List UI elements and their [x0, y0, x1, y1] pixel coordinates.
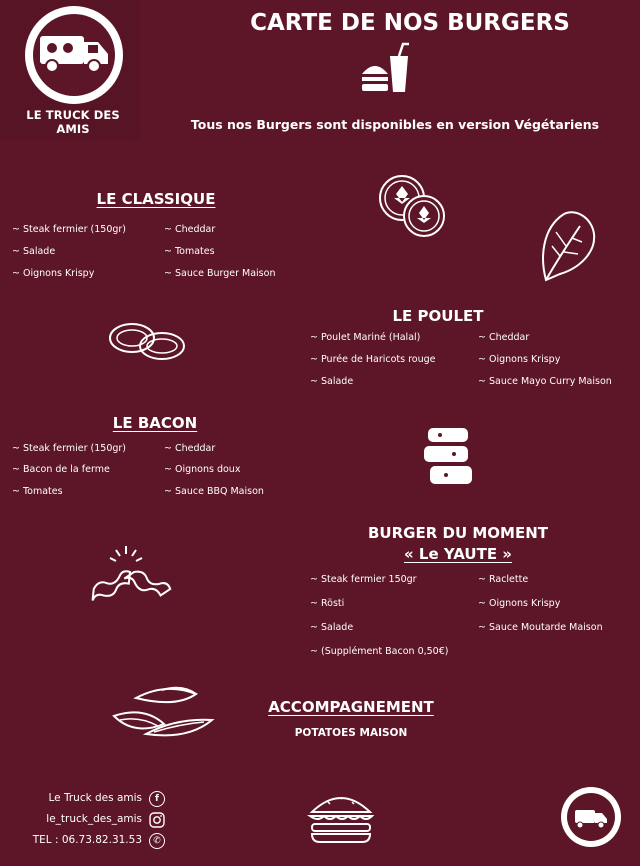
side-item: POTATOES MAISON: [294, 727, 408, 739]
vegetarian-note: Tous nos Burgers sont disponibles en version Végétariens: [190, 117, 600, 132]
brand-name: LE TRUCK DES AMIS: [26, 108, 120, 136]
facebook-icon[interactable]: f: [149, 791, 165, 807]
section-subtitle-yaute: « Le YAUTE »: [403, 545, 512, 563]
instagram-label: le_truck_des_amis: [46, 813, 142, 825]
section-title-poulet: LE POULET: [392, 307, 484, 325]
list-item: ~ Steak fermier (150gr): [12, 443, 126, 454]
section-title-classique: LE CLASSIQUE: [96, 190, 216, 208]
list-item: ~ Cheddar: [164, 224, 215, 235]
list-item: ~ Steak fermier 150gr: [310, 574, 417, 585]
list-item: ~ Bacon de la ferme: [12, 464, 110, 475]
section-title-bacon: LE BACON: [112, 414, 198, 432]
list-item: ~ Salade: [12, 246, 55, 257]
food-truck-logo-icon: [38, 30, 110, 76]
list-item: ~ Purée de Haricots rouge: [310, 354, 436, 365]
onion-rings-icon: [106, 318, 188, 364]
burger-icon: [306, 790, 376, 846]
list-item: ~ Oignons Krispy: [478, 598, 560, 609]
list-item: ~ Sauce BBQ Maison: [164, 486, 264, 497]
tomato-slices-icon: [374, 172, 450, 240]
list-item: ~ Sauce Mayo Curry Maison: [478, 376, 612, 387]
list-item: ~ Sauce Burger Maison: [164, 268, 275, 279]
list-item: ~ Oignons Krispy: [478, 354, 560, 365]
page-title: CARTE DE NOS BURGERS: [250, 10, 570, 36]
list-item: ~ Steak fermier (150gr): [12, 224, 126, 235]
list-item: ~ Salade: [310, 622, 353, 633]
list-item: ~ Tomates: [164, 246, 215, 257]
instagram-icon[interactable]: [149, 812, 165, 828]
list-item: ~ (Supplément Bacon 0,50€): [310, 646, 448, 657]
list-item: ~ Rösti: [310, 598, 344, 609]
potato-wedges-icon: [106, 684, 222, 744]
section-title-moment: BURGER DU MOMENT: [368, 524, 548, 542]
list-item: ~ Cheddar: [164, 443, 215, 454]
phone-icon[interactable]: ✆: [149, 833, 165, 849]
list-item: ~ Tomates: [12, 486, 63, 497]
lettuce-icon: [536, 208, 600, 284]
list-item: ~ Oignons Krispy: [12, 268, 94, 279]
list-item: ~ Sauce Moutarde Maison: [478, 622, 603, 633]
list-item: ~ Salade: [310, 376, 353, 387]
list-item: ~ Cheddar: [478, 332, 529, 343]
food-truck-badge-icon: [560, 786, 622, 848]
section-title-accompagnement: ACCOMPAGNEMENT: [268, 698, 434, 716]
burger-drink-icon: [360, 42, 414, 94]
list-item: ~ Oignons doux: [164, 464, 240, 475]
list-item: ~ Raclette: [478, 574, 528, 585]
cheese-stack-icon: [420, 424, 476, 488]
bacon-strips-icon: [90, 540, 174, 604]
phone-label: TEL : 06.73.82.31.53: [32, 834, 142, 846]
list-item: ~ Poulet Mariné (Halal): [310, 332, 420, 343]
facebook-label: Le Truck des amis: [48, 792, 142, 804]
